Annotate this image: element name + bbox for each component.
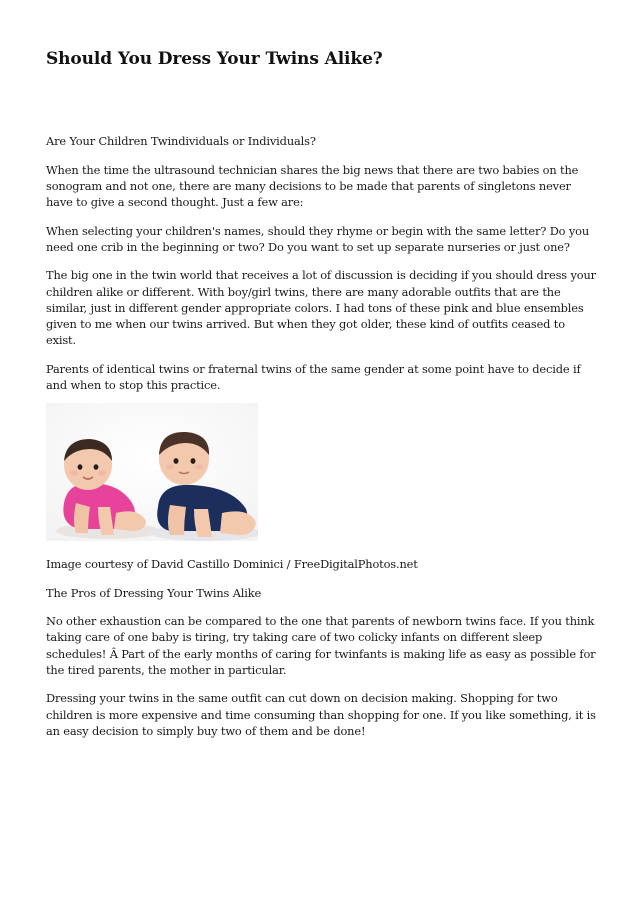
article-body-continued: [46, 556, 596, 751]
paragraph: No other exhaustion can be compared to the one that parents of newborn twins face. If you think taking care of one baby is tiring, try taking care of two colicky infants on different sleep schedules! Â Part of the early months of caring for twinfants is making life as easy as possible for the tired parents, the mother in particular.: [46, 614, 596, 677]
paragraph: Are Your Children Twindividuals or Individuals?: [46, 134, 316, 148]
paragraph: The big one in the twin world that receives a lot of discussion is deciding if you should dress your children alike or different. With boy/girl twins, there are many adorable outfits that are the similar, just in different gender appropriate colors. I had tons of these pink and blue ensembles given to me when our twins arrived. But when they got older, these kind of outfits ceased to exist.: [46, 268, 596, 348]
paragraph: Parents of identical twins or fraternal twins of the same gender at some point have to decide if and when to stop this practice.: [46, 361, 581, 392]
page-title: Should You Dress Your Twins Alike?: [46, 49, 383, 69]
image-credit: Image courtesy of David Castillo Dominici / FreeDigitalPhotos.net: [46, 557, 418, 571]
paragraph: When the time the ultrasound technician shares the big news that there are two babies on the sonogram and not one, there are many decisions to be made that parents of singletons never have to give a second thought. Just a few are:: [46, 162, 579, 209]
paragraph: Dressing your twins in the same outfit can cut down on decision making. Shopping for two children is more expensive and time consuming than shopping for one. If you like something, it is an easy decision to simply buy two of them and be done!: [46, 691, 596, 738]
twin-babies-illustration: [46, 403, 258, 541]
paragraph: When selecting your children's names, should they rhyme or begin with the same letter? Do you need one crib in the beginning or two? Do you want to set up separate nurseries or just one?: [46, 223, 590, 254]
article-body: [46, 133, 596, 406]
section-heading: The Pros of Dressing Your Twins Alike: [46, 585, 262, 600]
twin-babies-photo: [46, 403, 258, 541]
